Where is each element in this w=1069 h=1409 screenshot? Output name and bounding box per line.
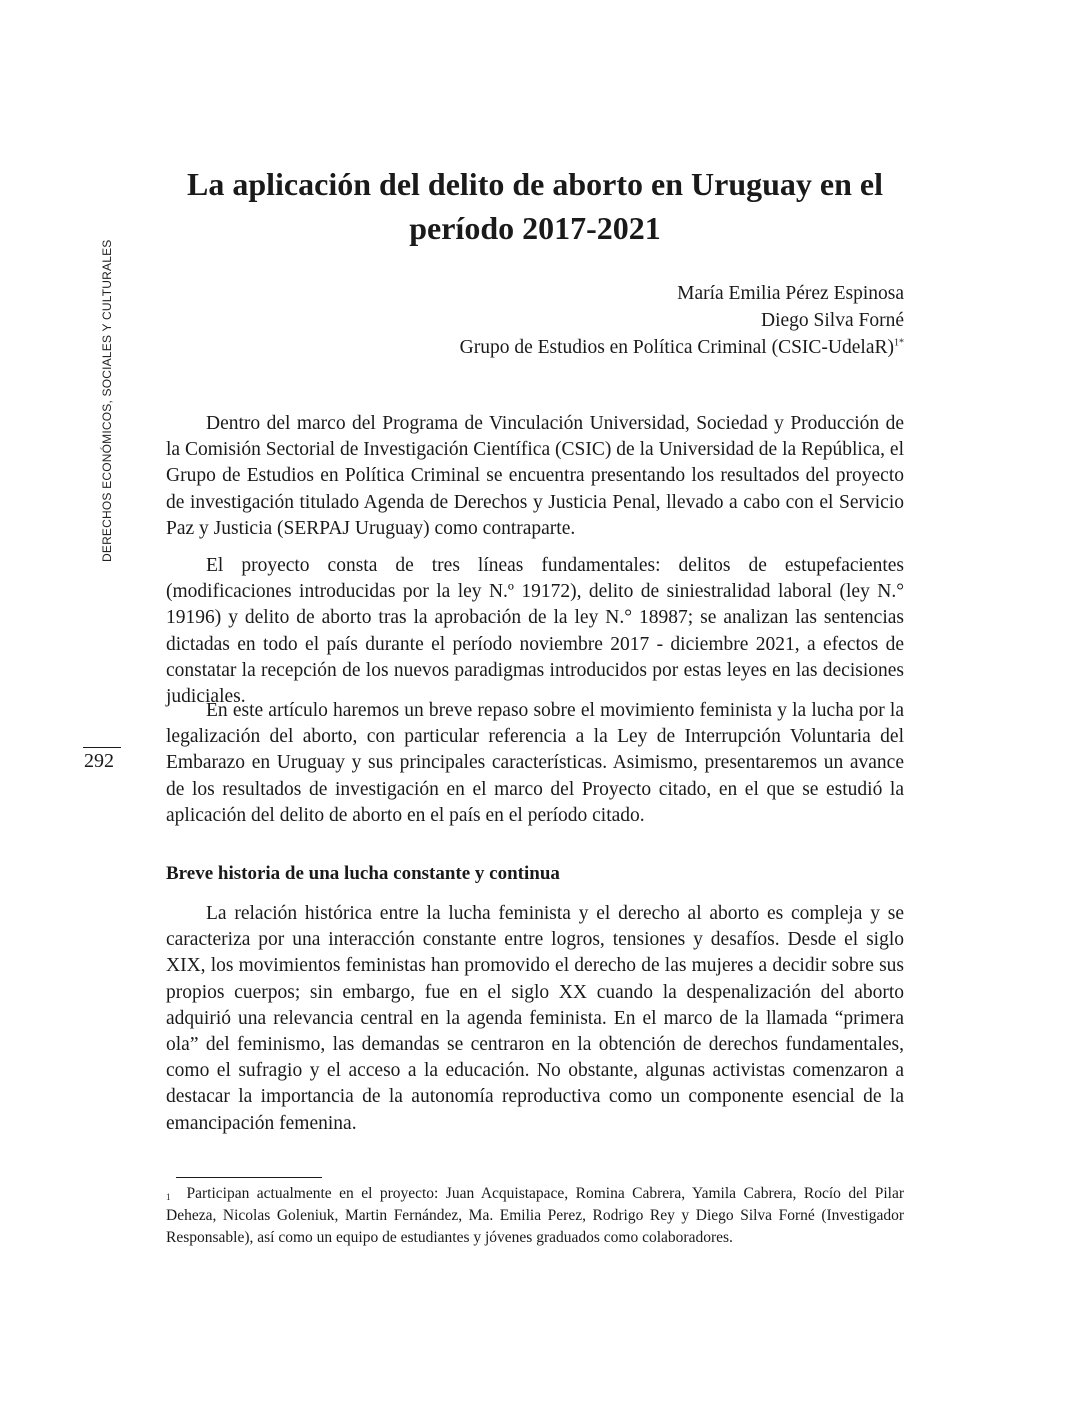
author-name: Diego Silva Forné [761,310,904,331]
footnote-rule [176,1177,322,1178]
affiliation-text: Grupo de Estudios en Política Criminal (CSIC-UdelaR) [459,337,894,358]
footnote-text: Participan actualmente en el proyecto: Juan Acquistapace, Romina Cabrera, Yamila Cabrera, Rocío del Pilar Deheza, Nicolas Goleniuk, Martin Fernández, Ma. Emilia Perez, Rodrigo Rey y Diego Silva Forné (Investigador Responsable), así como un equipo de estudiantes y jóvenes graduados como colaboradores. [166,1185,904,1246]
article-title: La aplicación del delito de aborto en Uruguay en el período 2017-2021 [187,166,883,246]
running-section-label: DERECHOS ECONÓMICOS, SOCIALES Y CULTURALES [100,239,114,562]
author-affiliation [460,334,904,361]
intro-paragraph-1: Dentro del marco del Programa de Vinculación Universidad, Sociedad y Producción de la Comisión Sectorial de Investigación Científica (CSIC) de la Universidad de la República, el Grupo de Estudios en Política Criminal se encuentra presentando los resultados del proyecto de investigación titulado Agenda de Derechos y Justicia Penal, llevado a cabo con el Servicio Paz y Justicia (SERPAJ Uruguay) como contraparte. [166,413,904,539]
page-number-rule [83,747,121,748]
author-name: María Emilia Pérez Espinosa [677,283,904,304]
author-block [460,280,904,361]
section-heading: Breve historia de una lucha constante y continua [166,863,560,884]
footnote-reference: 1* [894,337,904,349]
intro-paragraph-3: En este artículo haremos un breve repaso sobre el movimiento feminista y la lucha por la legalización del aborto, con particular referencia a la Ley de Interrupción Voluntaria del Embarazo en Uruguay y sus principales características. Asimismo, presentaremos un avance de los resultados de investigación en el marco del Proyecto citado, en el que se estudió la aplicación del delito de aborto en el país en el período citado. [166,700,904,826]
footnote [166,1183,904,1249]
page-number: 292 [84,750,114,772]
section-paragraph: La relación histórica entre la lucha feminista y el derecho al aborto es compleja y se caracteriza por una interacción constante entre logros, tensiones y desafíos. Desde el siglo XIX, los movimientos feministas han promovido el derecho de las mujeres a decidir sobre sus propios cuerpos; sin embargo, fue en el siglo XX cuando la despenalización del aborto adquirió una relevancia central en la agenda feminista. En el marco de la llamada “primera ola” del feminismo, las demandas se centraron en la obtención de derechos fundamentales, como el sufragio y el acceso a la educación. No obstante, algunas activistas comenzaron a destacar la importancia de la autonomía reproductiva como un componente esencial de la emancipación femenina. [166,903,904,1134]
footnote-mark: 1 [166,1192,171,1202]
intro-paragraph-2: El proyecto consta de tres líneas fundamentales: delitos de estupefacientes (modificaciones introducidas por la ley N.º 19172), delito de siniestralidad laboral (ley N.° 19196) y delito de aborto tras la aprobación de la ley N.° 18987; se analizan las sentencias dictadas en todo el país durante el período noviembre 2017 - diciembre 2021, a efectos de constatar la recepción de los nuevos paradigmas introducidos por estas leyes en las decisiones judiciales. [166,555,904,708]
